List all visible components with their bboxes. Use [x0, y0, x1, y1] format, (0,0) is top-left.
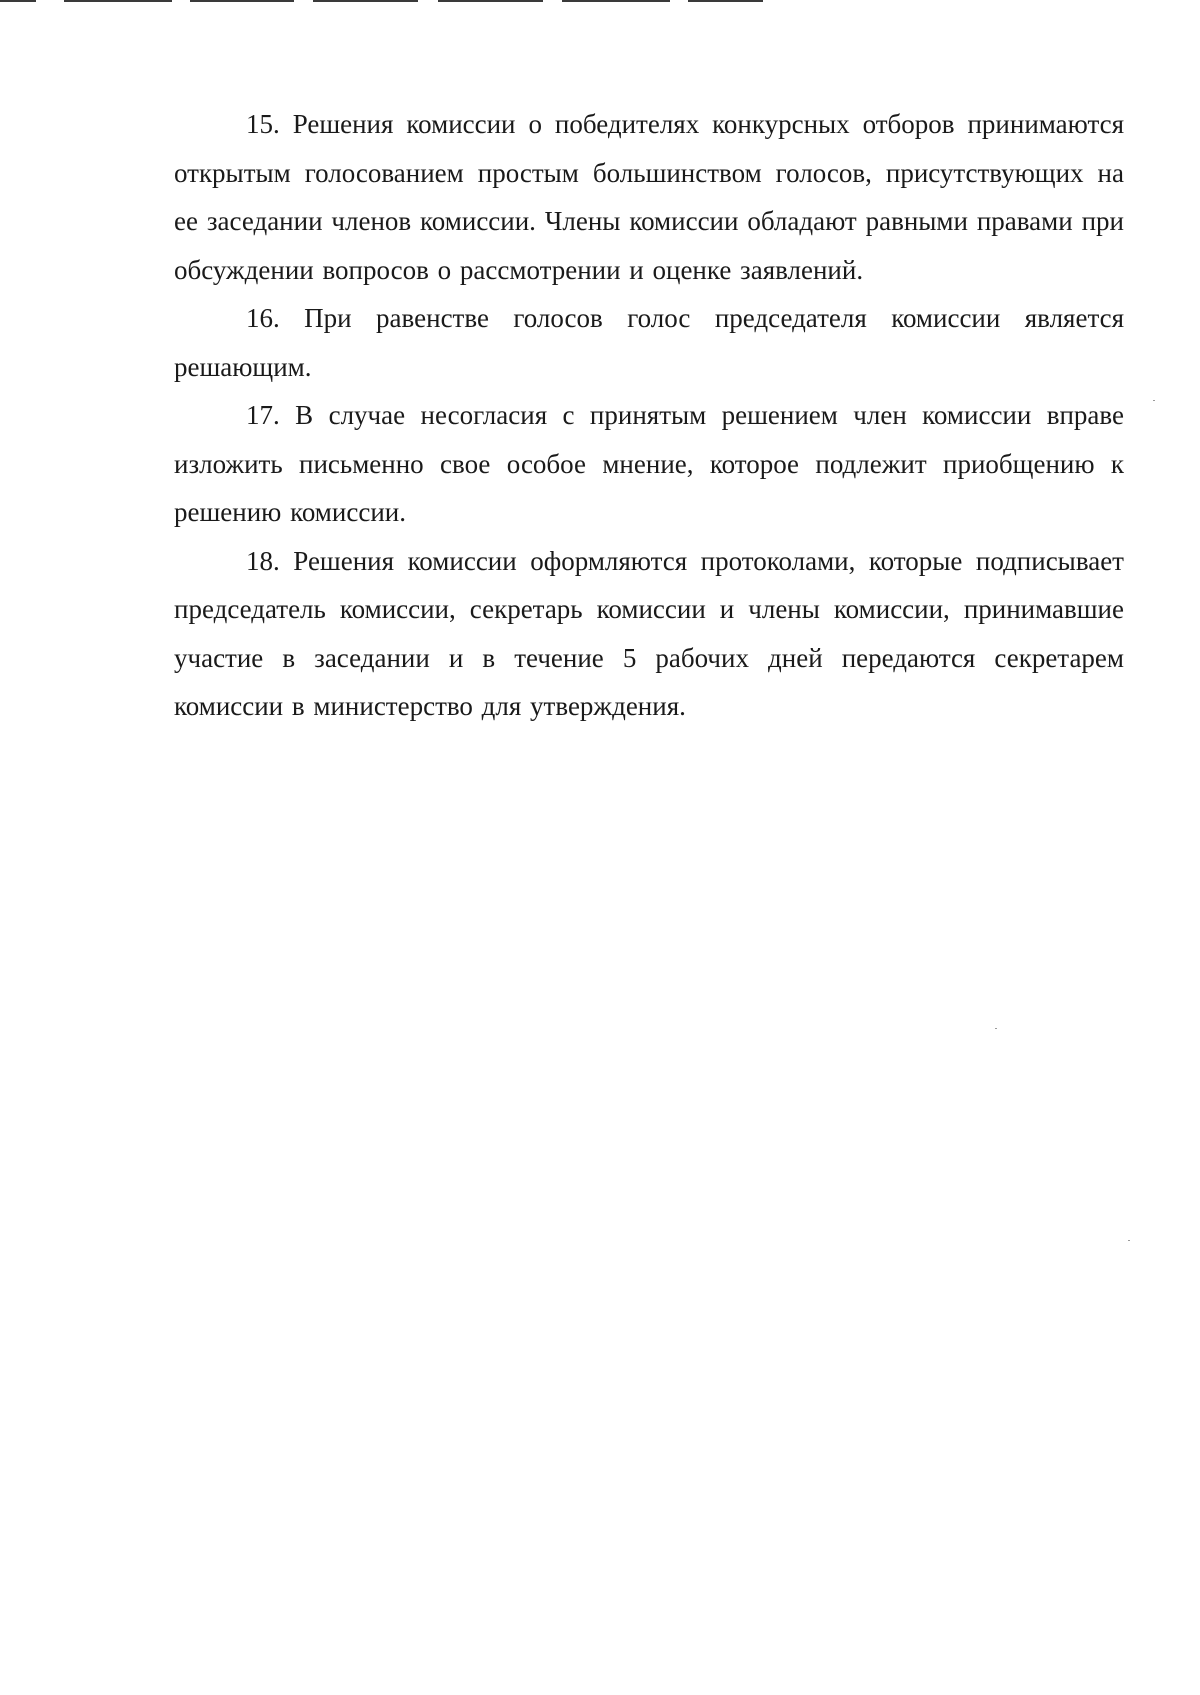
paragraph-17: 17. В случае несогласия с принятым решением член комиссии вправе изложить письменно свое особое мнение, которое подлежит приобщению к решению комиссии. — [174, 400, 1124, 527]
top-border-rules — [0, 0, 780, 4]
scan-speck — [995, 1028, 997, 1029]
paragraph-16: 16. При равенстве голосов голос председателя комиссии является решающим. — [174, 303, 1124, 382]
paragraph-18: 18. Решения комиссии оформляются протоколами, которые подписывает председатель комиссии, секретарь комиссии и члены комиссии, принимавшие участие в заседании и в течение 5 рабочих дней передаются секретарем комиссии в министерство для утверждения. — [174, 545, 1124, 721]
document-body — [174, 100, 1124, 731]
scan-speck — [1153, 400, 1155, 401]
paragraph-15: 15. Решения комиссии о победителях конкурсных отборов принимаются открытым голосованием простым большинством голосов, присутствующих на ее заседании членов комиссии. Члены комиссии обладают равными правами при обсуждении вопросов о рассмотрении и оценке заявлений. — [174, 109, 1124, 285]
scan-speck — [1128, 1240, 1130, 1241]
